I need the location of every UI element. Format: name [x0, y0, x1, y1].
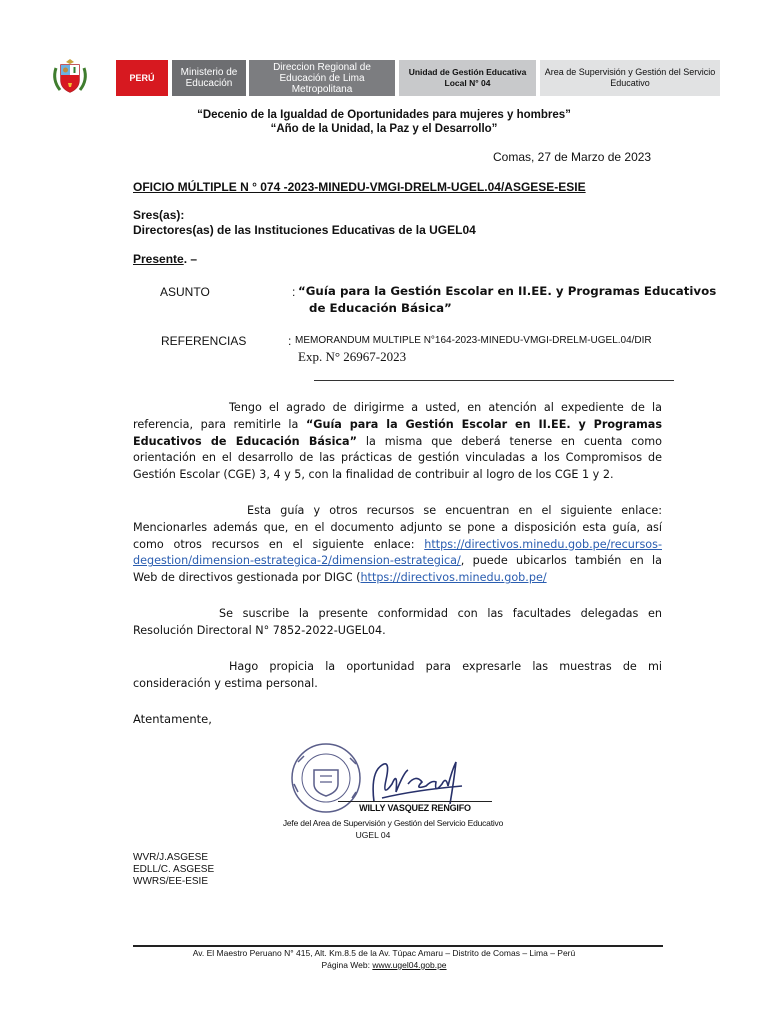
paragraph-3 — [133, 606, 662, 640]
referencias-text-2: Exp. N° 26967-2023 — [298, 349, 407, 364]
area-label: Area de Supervisión y Gestión del Servicio Educativo — [540, 60, 720, 96]
ministerio-label: Ministerio de Educación — [172, 60, 246, 96]
closing: Atentamente, — [133, 712, 212, 726]
asunto-text-2: de Educación Básica” — [309, 301, 452, 315]
decenio-line-1: “Decenio de la Igualdad de Oportunidades para mujeres y hombres” — [197, 109, 571, 121]
guide-title: “Guía para la Gestión Escolar en II.EE. y Programas Educativos de Educación Básica” — [133, 417, 662, 448]
initials-3: WWRS/EE-ESIE — [133, 876, 209, 887]
paragraph-1-c: la misma que deberá tenerse en cuenta como orientación en el desarrollo de las prácticas de gestión vinculadas a los Compromisos de Gestión Escolar (CGE) 3, 4 y 5, con la finalidad de contribuir al logro de los CGE 1 y 2. — [133, 434, 662, 482]
referencias-divider — [314, 380, 674, 381]
referencias-colon: : — [288, 334, 292, 348]
footer-web — [0, 960, 768, 970]
date-line: Comas, 27 de Marzo de 2023 — [493, 150, 652, 164]
paragraph-2-b: , puede ubicarlos también en la Web de directivos gestionada por DIGC ( — [133, 554, 662, 585]
peru-coat-of-arms-icon — [50, 56, 90, 96]
peru-label: PERÚ — [116, 60, 168, 96]
presente-word: Presente — [133, 252, 184, 266]
direccion-label: Direccion Regional de Educación de Lima Metropolitana — [249, 60, 395, 96]
recipient-line-1: Sres(as): — [133, 208, 185, 222]
paragraph-4-text: Hago propicia la oportunidad para expresarle las muestras de mi consideración y estima personal. — [133, 660, 662, 690]
oficio-number: OFICIO MÚLTIPLE N ° 074 -2023-MINEDU-VMGI-DRELM-UGEL.04/ASGESE-ESIE — [133, 180, 586, 194]
paragraph-1-a: Tengo el agrado de dirigirme a usted, en atención al expediente de la referencia, para remitirle la — [133, 401, 662, 431]
footer-web-label: Página Web: — [321, 960, 373, 970]
letterhead — [44, 56, 724, 100]
asunto-label: ASUNTO — [160, 285, 210, 299]
presente-suffix: . – — [183, 252, 198, 266]
paragraph-1 — [133, 400, 662, 484]
presente-line — [133, 252, 197, 266]
asunto-text-1: “Guía para la Gestión Escolar en II.EE. y Programas Educativos — [298, 284, 717, 298]
footer-address: Av. El Maestro Peruano N° 415, Alt. Km.8.5 de la Av. Túpac Amaru – Distrito de Comas – Lima – Perú — [192, 948, 576, 958]
decenio-line-2: “Año de la Unidad, la Paz y el Desarrollo” — [270, 123, 498, 135]
asunto-colon: : — [292, 285, 296, 299]
initials-1: WVR/J.ASGESE — [133, 852, 209, 863]
signer-name: WILLY VASQUEZ RENGIFO — [359, 803, 471, 813]
recipient-line-2: Directores(as) de las Instituciones Educativas de la UGEL04 — [133, 223, 476, 237]
paragraph-3-text: Se suscribe la presente conformidad con las facultades delegadas en Resolución Directoral N° 7852-2022-UGEL04. — [133, 607, 662, 637]
referencias-text-1: MEMORANDUM MULTIPLE N°164-2023-MINEDU-VMGI-DRELM-UGEL.04/DIR — [295, 335, 652, 346]
signer-title: Jefe del Area de Supervisión y Gestión del Servicio Educativo — [282, 818, 504, 828]
referencias-label: REFERENCIAS — [161, 334, 247, 348]
resources-link[interactable]: https://directivos.minedu.gob.pe/recursos-degestion/dimension-estrategica-2/dimension-estrategica/ — [133, 537, 662, 568]
signer-org: UGEL 04 — [355, 830, 391, 840]
footer-rule — [133, 945, 663, 947]
ugel-label: Unidad de Gestión Educativa Local N° 04 — [399, 60, 536, 96]
handwritten-signature — [373, 762, 462, 804]
directivos-link[interactable]: https://directivos.minedu.gob.pe/ — [360, 571, 547, 585]
paragraph-4 — [133, 659, 662, 693]
footer-web-link[interactable]: www.ugel04.gob.pe — [372, 960, 447, 970]
paragraph-2 — [133, 503, 662, 587]
signature-line — [338, 801, 492, 802]
paragraph-2-a: Esta guía y otros recursos se encuentran en el siguiente enlace: Mencionarles además que, en el documento adjunto se pone a disposición esta guía, así como otros recursos en el siguiente enlace: — [133, 504, 662, 551]
initials-2: EDLL/C. ASGESE — [133, 864, 215, 875]
